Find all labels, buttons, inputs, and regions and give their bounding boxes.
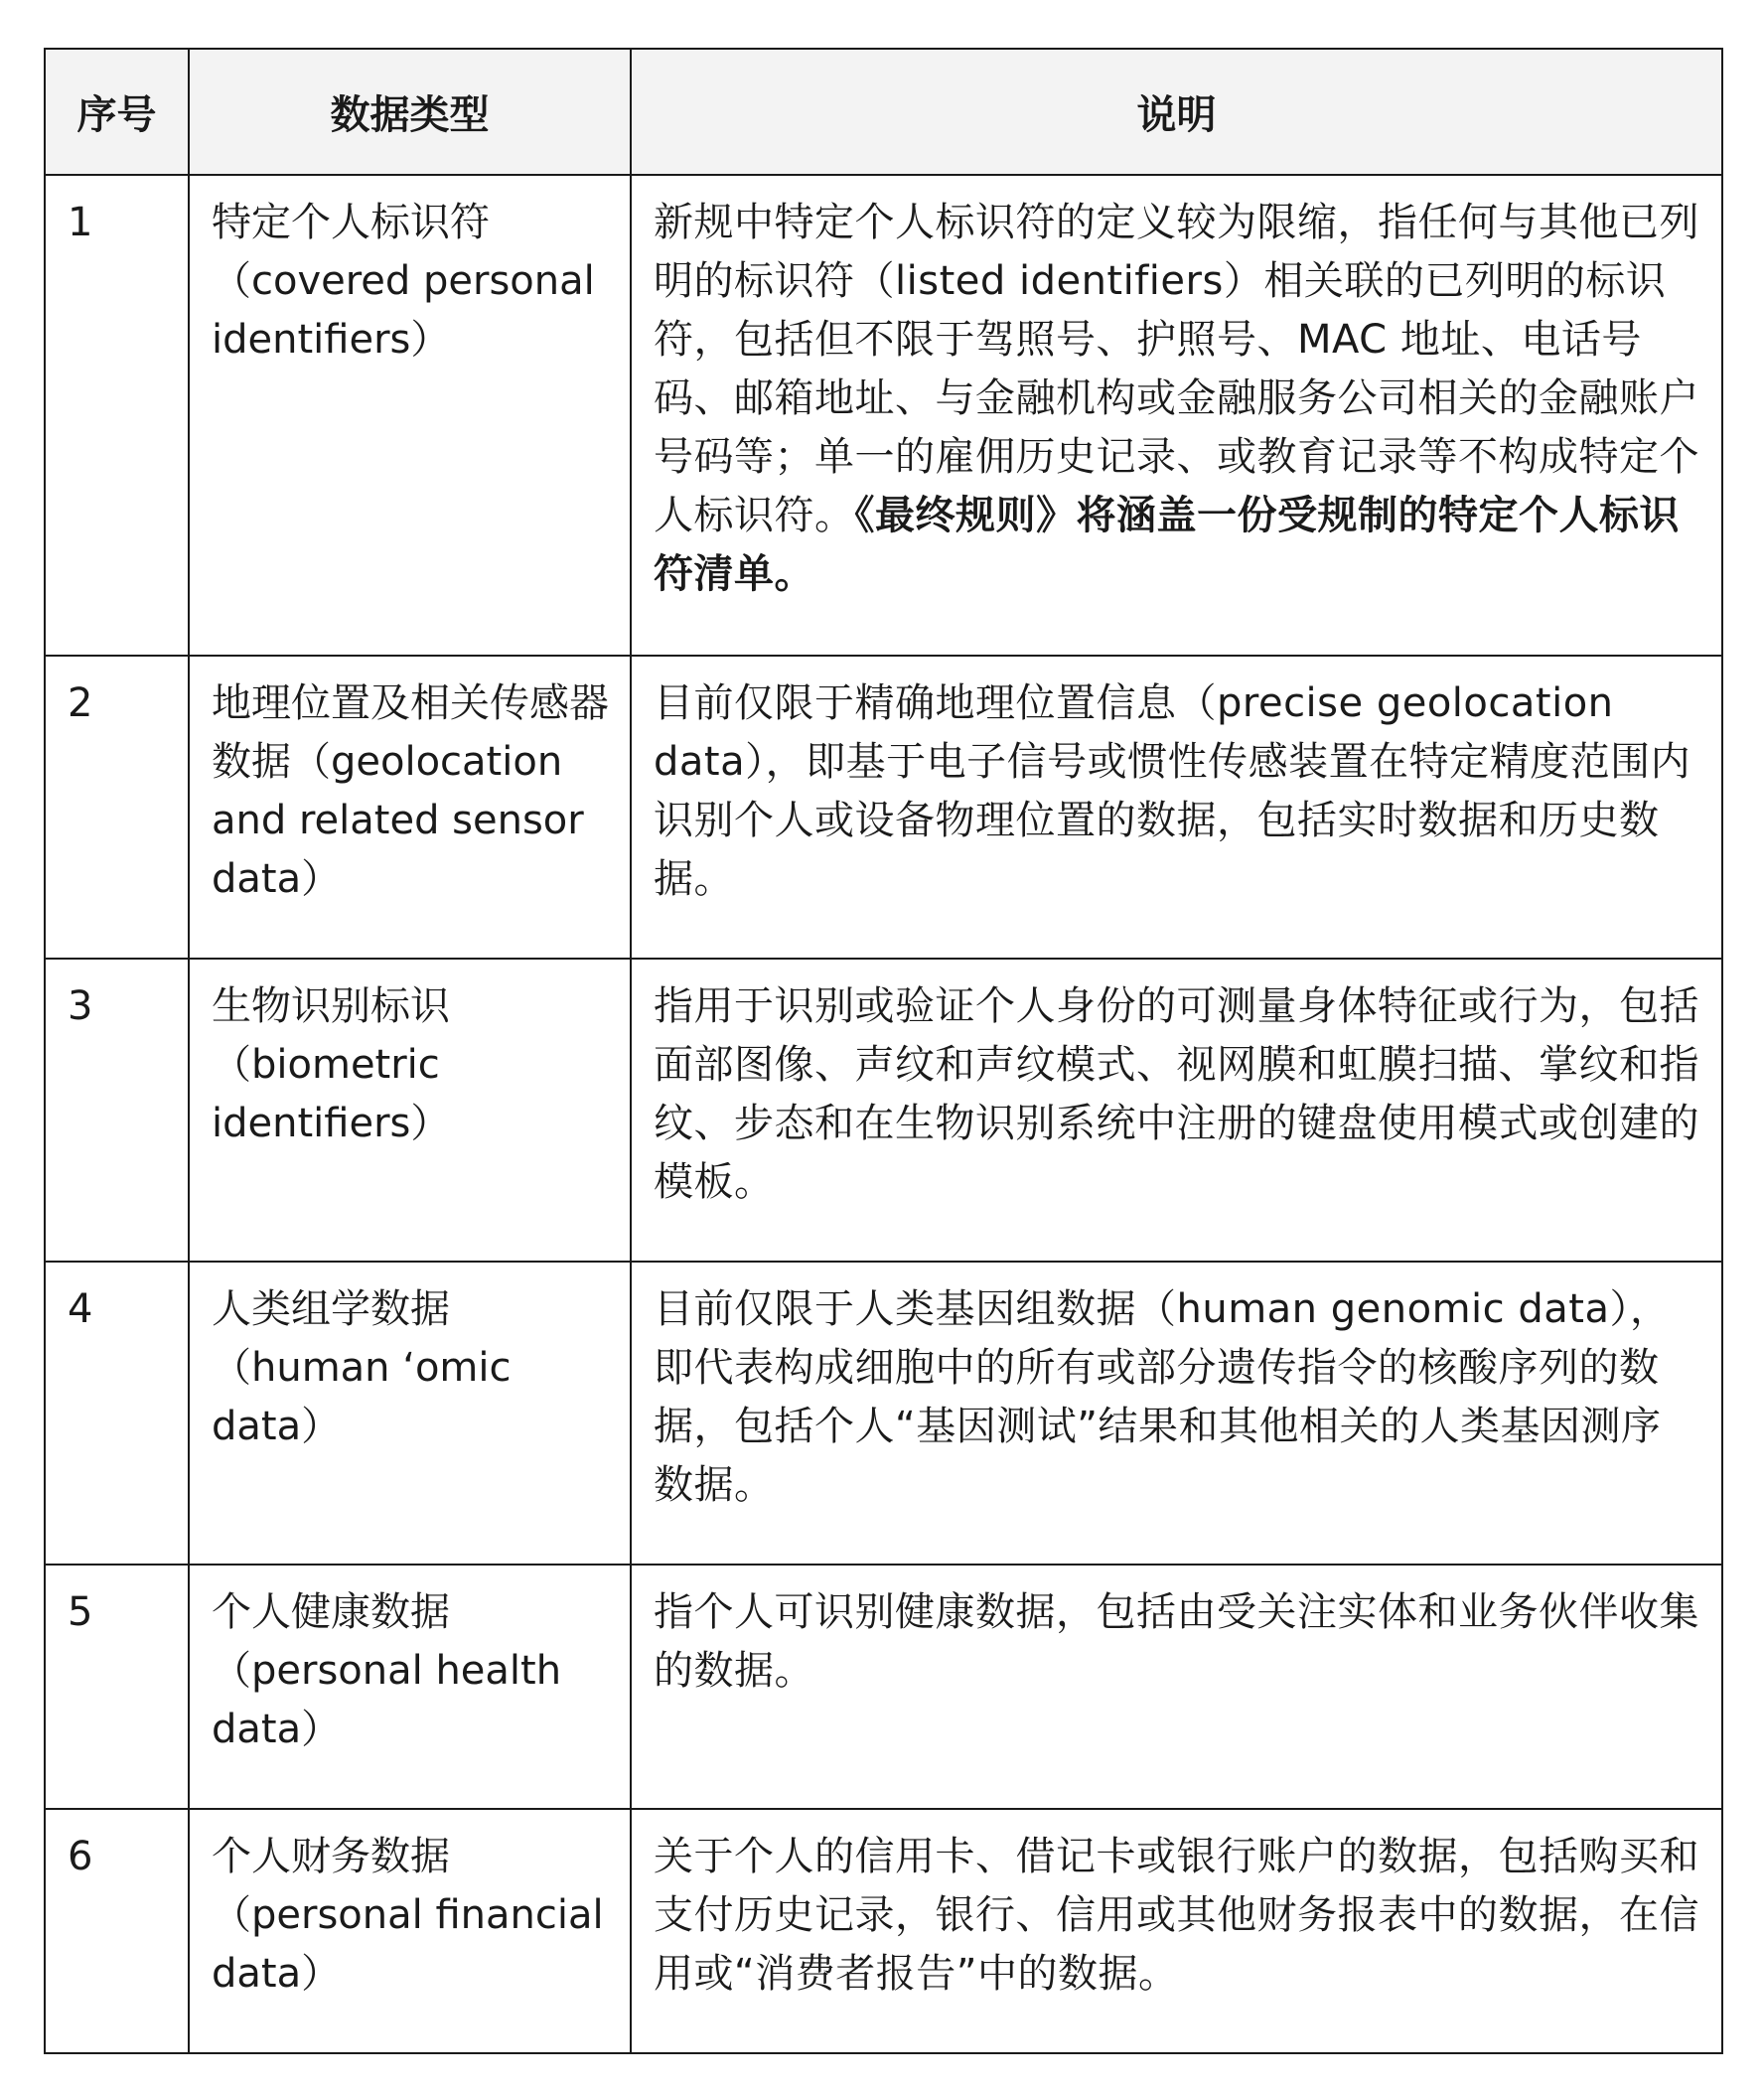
row-data-type: 生物识别标识（biometric identifiers） xyxy=(189,959,631,1262)
row-description-text: 新规中特定个人标识符的定义较为限缩，指任何与其他已列明的标识符（listed identifiers）相关联的已列明的标识符，包括但不限于驾照号、护照号、MAC 地址、电话号码、邮箱地址、与金融机构或金融服务公司相关的金融账户号码等；单一的雇佣历史记录、或教育记录等不构成特定个人标识符。 xyxy=(654,200,1699,538)
header-index: 序号 xyxy=(45,49,189,175)
row-description: 目前仅限于精确地理位置信息（precise geolocation data），即基于电子信号或惯性传感装置在特定精度范围内识别个人或设备物理位置的数据，包括实时数据和历史数据。 xyxy=(631,656,1722,959)
row-data-type: 地理位置及相关传感器数据（geolocation and related sensor data） xyxy=(189,656,631,959)
row-data-type: 个人财务数据（personal financial data） xyxy=(189,1809,631,2053)
row-index: 6 xyxy=(45,1809,189,2053)
row-index: 1 xyxy=(45,175,189,656)
row-index: 2 xyxy=(45,656,189,959)
table-row xyxy=(45,656,1722,959)
row-data-type: 特定个人标识符（covered personal identifiers） xyxy=(189,175,631,656)
table-row xyxy=(45,1262,1722,1565)
row-description: 指个人可识别健康数据，包括由受关注实体和业务伙伴收集的数据。 xyxy=(631,1565,1722,1809)
header-data-type: 数据类型 xyxy=(189,49,631,175)
row-description: 指用于识别或验证个人身份的可测量身体特征或行为，包括面部图像、声纹和声纹模式、视网膜和虹膜扫描、掌纹和指纹、步态和在生物识别系统中注册的键盘使用模式或创建的模板。 xyxy=(631,959,1722,1262)
row-description xyxy=(631,175,1722,656)
row-data-type: 人类组学数据（human ‘omic data） xyxy=(189,1262,631,1565)
row-data-type: 个人健康数据（personal health data） xyxy=(189,1565,631,1809)
data-type-table xyxy=(44,48,1723,2054)
row-description-bold-text: 《最终规则》将涵盖一份受规制的特定个人标识符清单。 xyxy=(654,493,1680,597)
data-type-table-container xyxy=(44,48,1721,2054)
row-description: 关于个人的信用卡、借记卡或银行账户的数据，包括购买和支付历史记录，银行、信用或其他财务报表中的数据，在信用或“消费者报告”中的数据。 xyxy=(631,1809,1722,2053)
table-row xyxy=(45,1809,1722,2053)
table-row xyxy=(45,1565,1722,1809)
row-index: 5 xyxy=(45,1565,189,1809)
table-header-row xyxy=(45,49,1722,175)
header-description: 说明 xyxy=(631,49,1722,175)
row-index: 4 xyxy=(45,1262,189,1565)
row-index: 3 xyxy=(45,959,189,1262)
table-row xyxy=(45,959,1722,1262)
table-row xyxy=(45,175,1722,656)
row-description: 目前仅限于人类基因组数据（human genomic data），即代表构成细胞中的所有或部分遗传指令的核酸序列的数据，包括个人“基因测试”结果和其他相关的人类基因测序数据。 xyxy=(631,1262,1722,1565)
